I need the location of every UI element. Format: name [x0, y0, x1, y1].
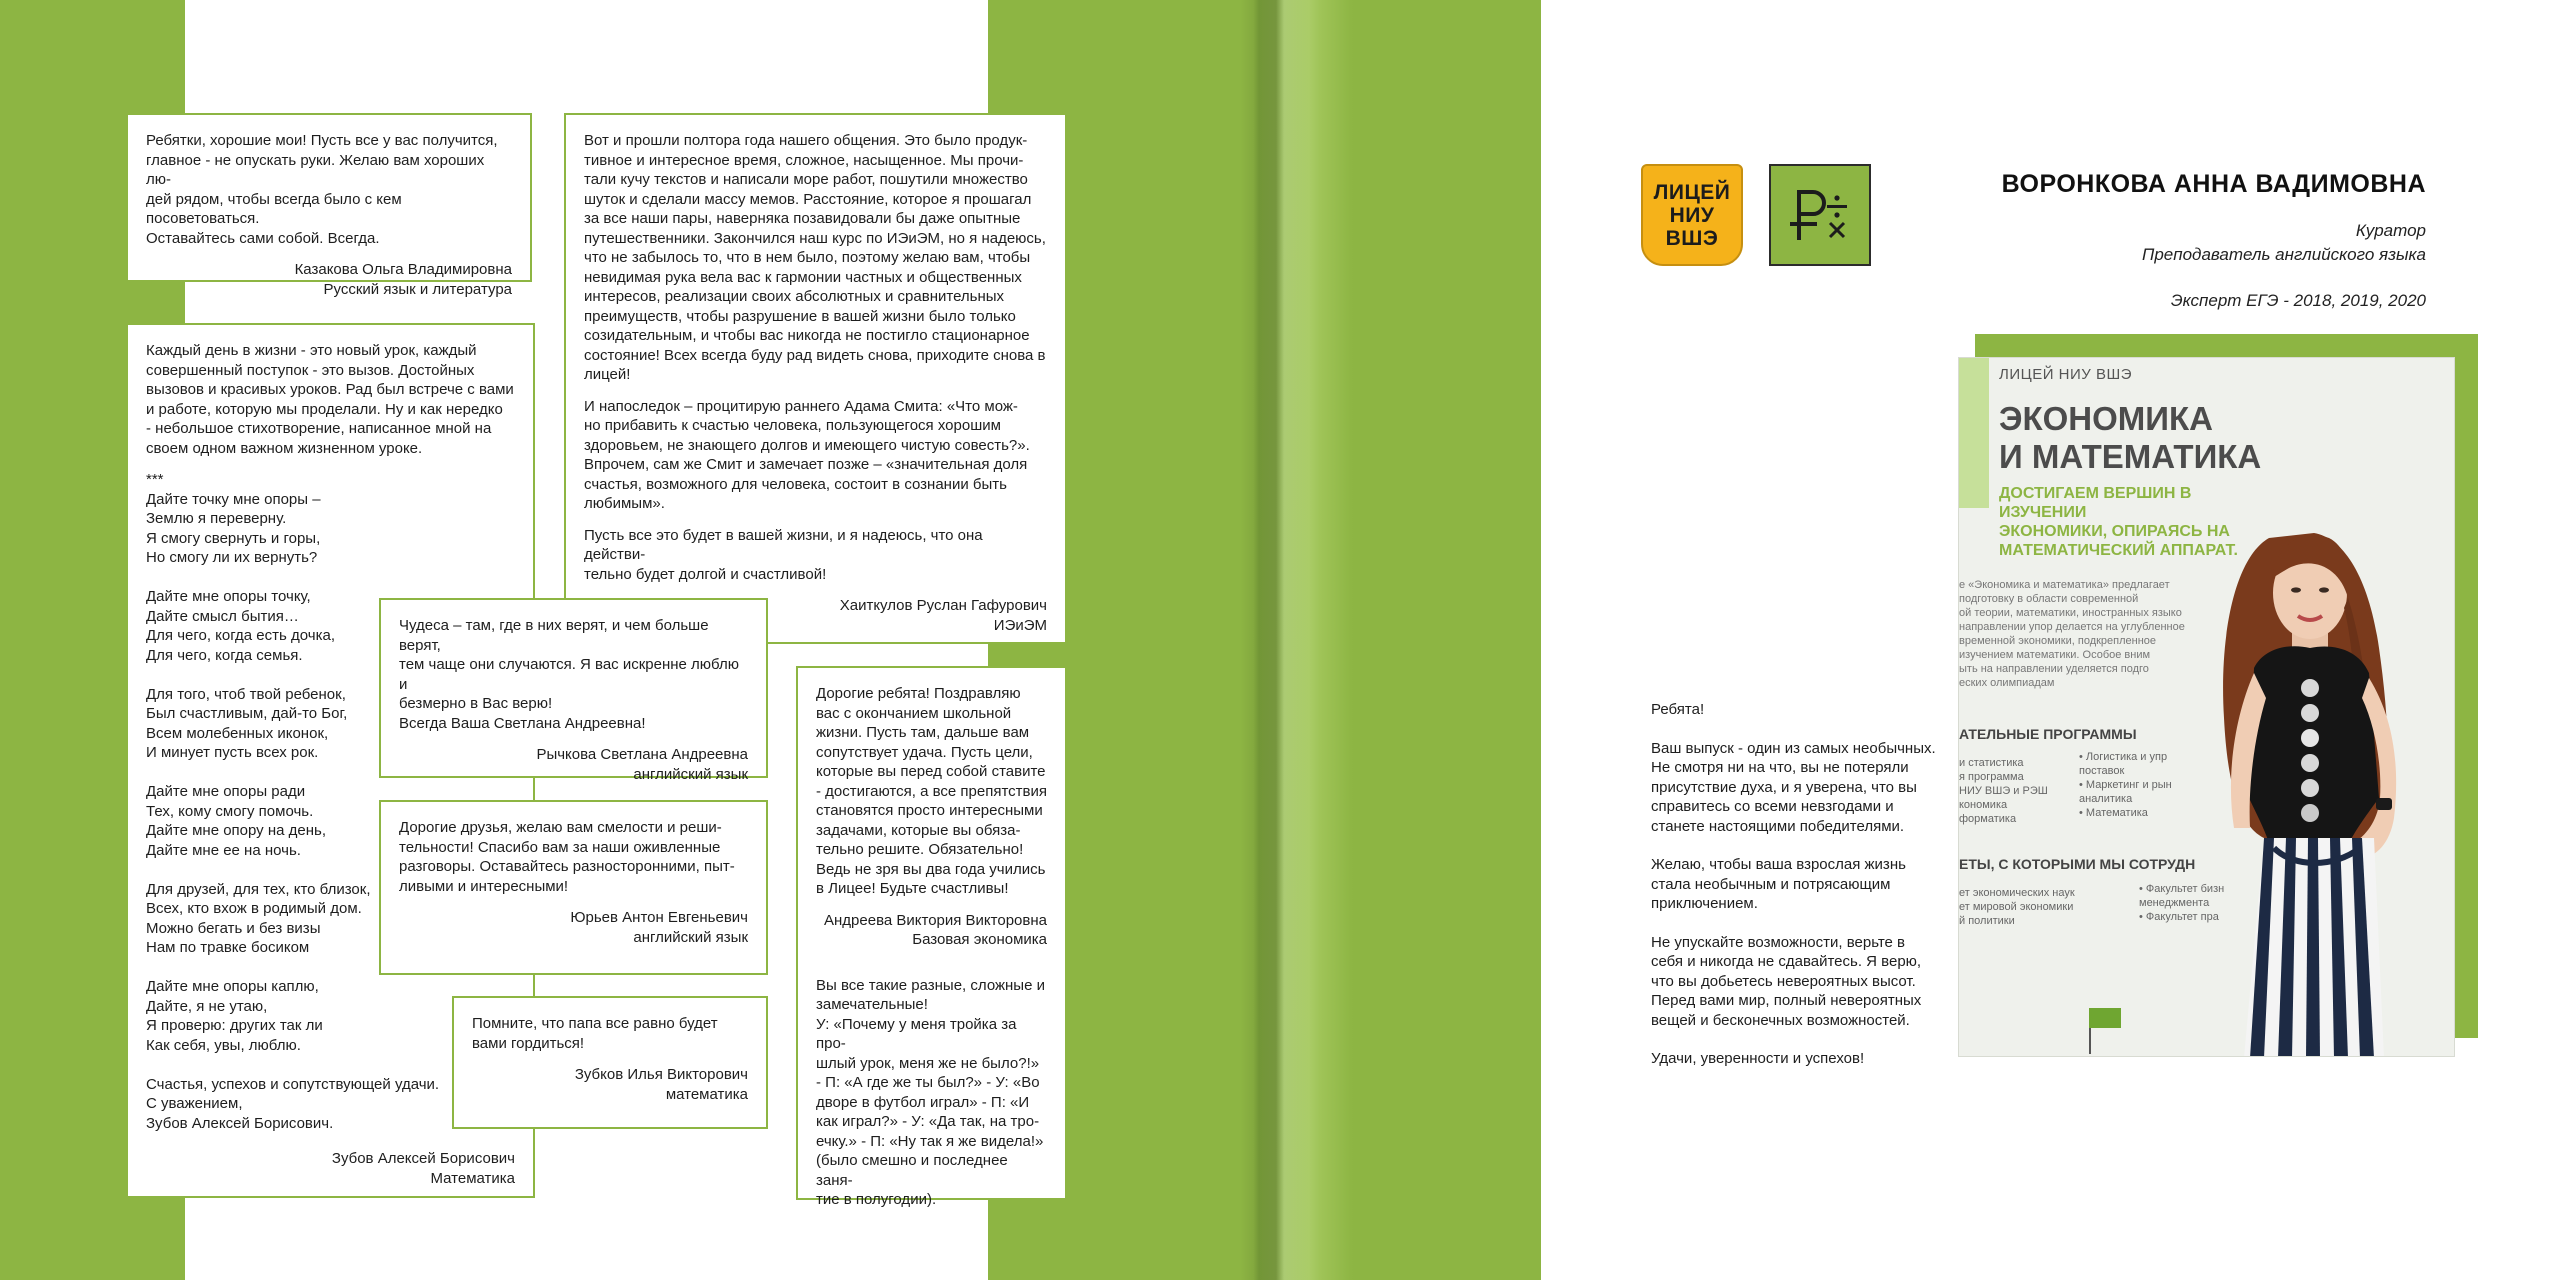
- teacher-role-curator: Куратор: [2355, 221, 2426, 240]
- card-khaitkulov: [564, 113, 1067, 644]
- lyceum-logo: [1641, 164, 1743, 266]
- teacher-portrait: [2164, 498, 2454, 1057]
- card-signature: Хаиткулов Руслан Гафурович ИЭиЭМ: [839, 597, 1047, 634]
- letter-paragraph: Ребята!: [1651, 701, 1705, 718]
- banner-list: и статистика я программа НИУ ВШЭ и РЭШ кономика форматика: [1959, 757, 2048, 825]
- banner-title: ЭКОНОМИКА И МАТЕМАТИКА: [1999, 400, 2262, 475]
- flag-icon: [2089, 1008, 2121, 1028]
- letter-paragraph: Не упускайте возможности, верьте в себя и никогда не сдавайтесь. Я верю, что вы добьетесь невероятных высот. Перед вами мир, полный невероятных вещей и бесконечных возможностей.: [1651, 933, 1922, 1029]
- card-text: Чудеса – там, где в них верят, и чем больше верят, тем чаще они случаются. Я вас искренне люблю и безмерно в Вас верю! Всегда Ваша Светлана Андреевна!: [399, 617, 739, 732]
- banner-list: • Логистика и упр поставок • Маркетинг и рын аналитика • Математика: [2079, 751, 2172, 819]
- card-signature: Рычкова Светлана Андреевна английский язык: [536, 746, 748, 783]
- banner-list: • Факультет бизн менеджмента • Факультет пра: [2139, 883, 2225, 923]
- card-text: И напоследок – процитирую раннего Адама Смита: «Что мож- но прибавить к счастью человека, пользующегося хорошим здоровьем, не знающего долгов и имеющего чистую совесть?». Впрочем, сам же Смит и замечает позже – «значительная доля счастья, возможного для человека, состоит в сознании быть любимым».: [584, 397, 1030, 512]
- letter-paragraph: Удачи, уверенности и успехов!: [1651, 1050, 1865, 1067]
- lyceum-logo-line: НИУ: [1669, 203, 1715, 227]
- banner-green-accent: [1959, 358, 1989, 508]
- banner-list: ет экономических наук ет мировой экономики й политики: [1959, 887, 2075, 927]
- teacher-role-english: Преподаватель английского языка: [2142, 245, 2426, 264]
- lyceum-logo-line: ВШЭ: [1665, 226, 1719, 250]
- card-signature: Андреева Виктория Викторовна Базовая экономика: [824, 911, 1047, 948]
- card-text-extra: Вы все такие разные, сложные и замечательные! У: «Почему у меня тройка за про- шлый урок, меня же не было?!» - П: «А где же ты был?» - У: «Во дворе в футбол играл» - П: «И как играл?» - У: «Да так, на тро- ечку.» - П: «Ну так я же видела!» (было смешно и последнее заня- тие в полугодии).: [816, 976, 1045, 1208]
- banner-body: е «Экономика и математика» предлагает подготовку в области современной ой теории, математики, иностранных языко направлении упор делается на углубленное временной экономики, подкрепленное изучением математики. Особое вним ыть на направлении уделяется подго еских олимпиадам: [1959, 579, 2185, 689]
- card-zubkov-ilya: [452, 996, 768, 1129]
- banner-label: ЛИЦЕЙ НИУ ВШЭ: [1999, 366, 2133, 383]
- card-poem: *** Дайте точку мне опоры – Землю я переверну. Я смогу свернуть и горы, Но смогу ли их вернуть? Дайте мне опоры точку, Дайте смысл бытия… Для чего, когда есть дочка, Для чего, когда семья. Для того, чтоб твой ребенок, Был счастливым, дай-то Бог, Всем молебенных иконок, И минует пусть всех рок. Дайте мне опоры ради Тех, кому смогу помочь. Дайте мне опору на день, Дайте мне ее на ночь. Для друзей, для тех, кто близок, Всех, кто вхож в родимый дом. Можно бегать и без визы Нам по травке босиком Дайте мне опоры каплю, Дайте, я не утаю, Я проверю: других так ли Как себя, увы, люблю. Счастья, успехов и сопутствующей удачи. С уважением, Зубов Алексей Борисович.: [146, 471, 440, 1132]
- card-rychkova: [379, 598, 768, 783]
- banner-heading-faculties: ЕТЫ, С КОТОРЫМИ МЫ СОТРУДН: [1959, 856, 2196, 872]
- teacher-name: ВОРОНКОВА АННА ВАДИМОВНА: [2001, 170, 2426, 198]
- card-text: Дорогие ребята! Поздравляю вас с окончанием школьной жизни. Пусть там, дальше вам сопутствует удача. Пусть цели, которые вы перед собой ставите - достигаются, а все препятствия становятся просто интересными задачами, которые вы обяза- тельно решите. Обязательно! Ведь не зря вы два года учились в Лицее! Будьте счастливы!: [816, 685, 1047, 897]
- letter-paragraph: Ваш выпуск - один из самых необычных. Не смотря ни на что, вы не потеряли присутствие духа, и я уверена, что вы справитесь со всеми невзгодами и станете настоящими победителями.: [1651, 739, 1936, 835]
- card-text: Пусть все это будет в вашей жизни, и я надеюсь, что она действи- тельно будет долгой и счастливой!: [584, 526, 983, 583]
- letter-paragraph: Желаю, чтобы ваша взрослая жизнь стала необычным и потрясающим приключением.: [1651, 856, 1906, 912]
- teacher-photo: [1958, 357, 2455, 1057]
- lyceum-logo-line: ЛИЦЕЙ: [1653, 180, 1731, 204]
- card-signature: Юрьев Антон Евгеньевич английский язык: [570, 909, 748, 946]
- card-signature: Казакова Ольга Владимировна Русский язык и литература: [294, 261, 512, 298]
- card-kazakova: [126, 113, 532, 298]
- card-text: Вот и прошли полтора года нашего общения. Это было продук- тивное и интересное время, сложное, насыщенное. Мы прочи- тали кучу текстов и написали море работ, пошутили множество шуток и сделали массу мемов. Расстояние, которое я прошагал за все наши пары, наверняка позавидовали бы даже опытные путешественники. Закончился наш курс по ИЭиЭМ, но я надеюсь, что не забылось то, что в нем было, поэтому желаю вам, чтобы невидимая рука вела вас к гармонии частных и общественных интересов, реализации своих абсолютных и сравнительных преимуществ, чтобы разрушение в вашей жизни было только созидательным, и чтобы вас никогда не постигло стационарное состояние! Всех всегда буду рад видеть снова, приходите снова в лицей!: [584, 132, 1046, 383]
- card-text: Ребятки, хорошие мои! Пусть все у вас получится, главное - не опускать руки. Желаю вам хороших лю- дей рядом, чтобы всегда было с кем посоветоваться. Оставайтесь сами собой. Всегда.: [146, 132, 498, 247]
- book-spine-shadow: [1240, 0, 1320, 1280]
- banner-heading-programs: АТЕЛЬНЫЕ ПРОГРАММЫ: [1959, 726, 2137, 742]
- card-andreeva: [796, 666, 1067, 1208]
- card-text: Каждый день в жизни - это новый урок, каждый совершенный поступок - это вызов. Достойных вызовов и красивых уроков. Рад был встрече с вами и работе, которую мы проделали. Ну и как нередко - небольшое стихотворение, написанное мной на своем одном важном жизненном уроке.: [146, 342, 514, 457]
- card-text: Дорогие друзья, желаю вам смелости и реши- тельности! Спасибо вам за наши оживленные разговоры. Оставайтесь разносторонними, пыт- ливыми и интересными!: [399, 819, 735, 895]
- ruble-divide-icon: [1783, 178, 1857, 252]
- economics-math-logo: [1769, 164, 1871, 266]
- curator-letter: [1651, 700, 1941, 1088]
- card-yuryev: [379, 800, 768, 975]
- teacher-role-expert: Эксперт ЕГЭ - 2018, 2019, 2020: [2170, 291, 2426, 310]
- card-text: Помните, что папа все равно будет вами гордиться!: [472, 1015, 718, 1052]
- banner-subtitle: ДОСТИГАЕМ ВЕРШИН В ИЗУЧЕНИИ ЭКОНОМИКИ, ОПИРАЯСЬ НА МАТЕМАТИЧЕСКИЙ АППАРАТ.: [1999, 485, 2238, 559]
- card-signature: Зубков Илья Викторович математика: [574, 1066, 748, 1103]
- card-signature: Зубов Алексей Борисович Математика: [331, 1150, 515, 1187]
